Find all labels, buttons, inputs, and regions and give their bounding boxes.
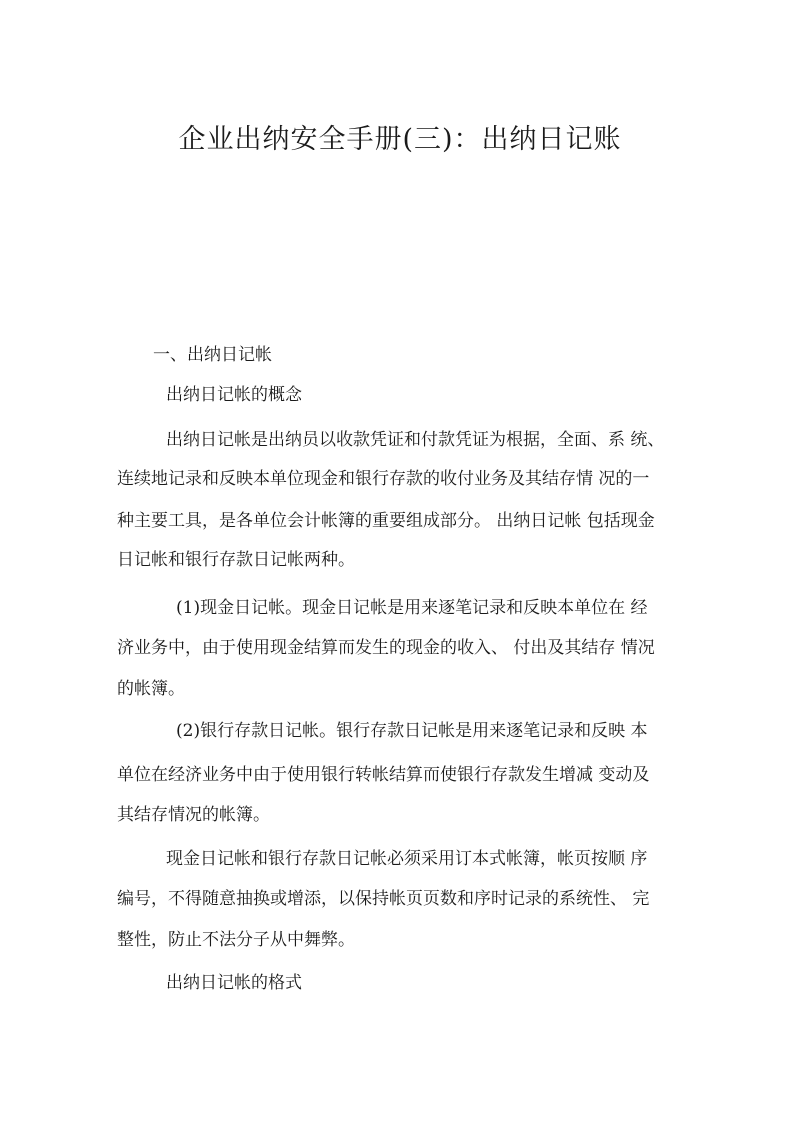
paragraph-line: 的帐簿。 (117, 679, 185, 699)
paragraph-line: (2)银行存款日记帐。银行存款日记帐是用来逐笔记录和反映 本 (176, 721, 648, 741)
paragraph-line: 济业务中，由于使用现金结算而发生的现金的收入、 付出及其结存 情况 (117, 638, 655, 658)
paragraph-line: 现金日记帐和银行存款日记帐必须采用订本式帐簿，帐页按顺 序 (166, 849, 648, 869)
paragraph-line: 种主要工具，是各单位会计帐簿的重要组成部分。 出纳日记帐 包括现金 (117, 511, 655, 531)
document-title: 企业出纳安全手册(三)：出纳日记账 (178, 124, 622, 155)
paragraph-line: 单位在经济业务中由于使用银行转帐结算而使银行存款发生增减 变动及 (117, 765, 650, 785)
paragraph-line: 整性，防止不法分子从中舞弊。 (117, 930, 355, 950)
paragraph-line: 日记帐和银行存款日记帐两种。 (117, 550, 355, 570)
subsection-heading-format: 出纳日记帐的格式 (166, 973, 302, 993)
subsection-heading-concept: 出纳日记帐的概念 (166, 385, 302, 405)
section-heading: 一、出纳日记帐 (153, 345, 272, 365)
paragraph-line: 连续地记录和反映本单位现金和银行存款的收付业务及其结存情 况的一 (117, 469, 650, 489)
paragraph-line: 出纳日记帐是出纳员以收款凭证和付款凭证为根据，全面、系 统、 (166, 430, 665, 450)
paragraph-line: 编号，不得随意抽换或增添，以保持帐页页数和序时记录的系统性、 完 (117, 889, 650, 909)
paragraph-line: 其结存情况的帐簿。 (117, 805, 270, 825)
paragraph-line: (1)现金日记帐。现金日记帐是用来逐笔记录和反映本单位在 经 (176, 598, 648, 618)
